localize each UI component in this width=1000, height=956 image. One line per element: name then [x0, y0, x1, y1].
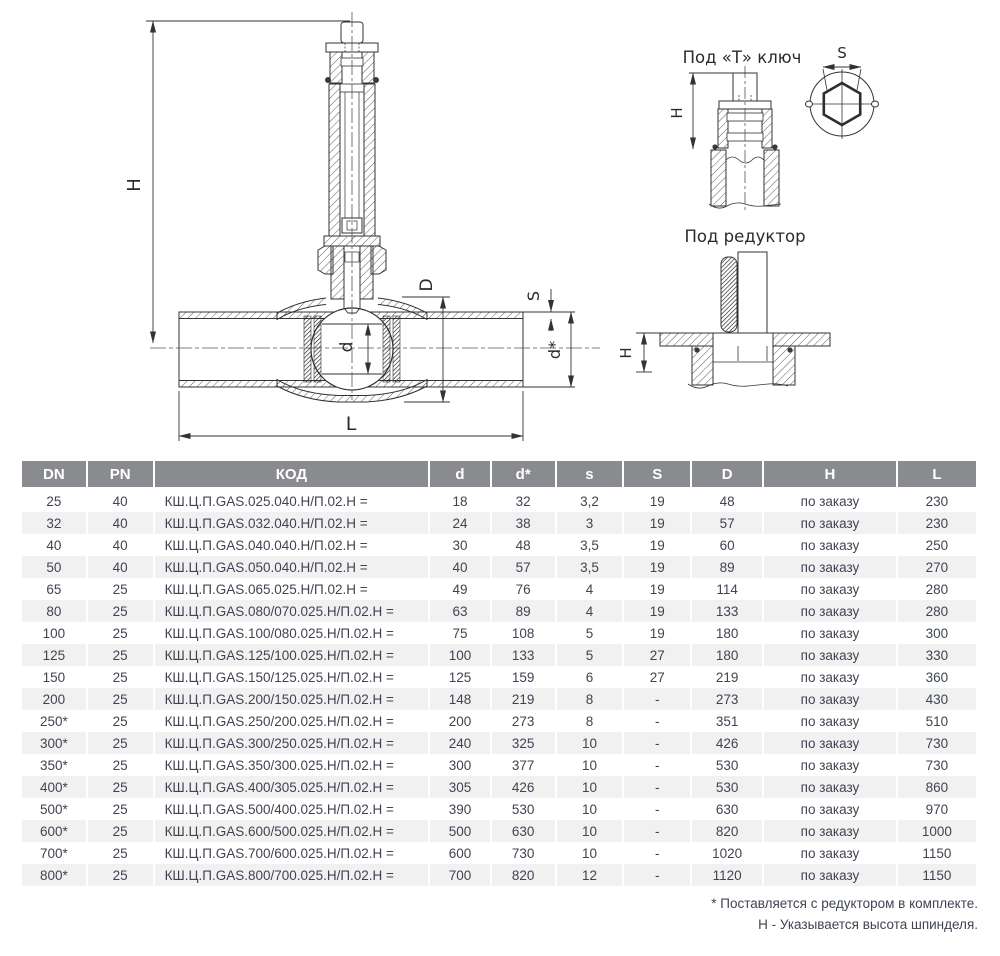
table-cell: - [655, 801, 660, 817]
table-cell: 1020 [712, 845, 743, 861]
table-cell: 280 [898, 600, 976, 622]
table-cell: 12 [557, 864, 623, 886]
footnotes [711, 894, 978, 936]
table-cell: КШ.Ц.П.GAS.350/300.025.Н/П.02.Н = [164, 757, 394, 773]
dimensions-table-wrap [20, 461, 978, 886]
table-cell: 200 [22, 688, 86, 710]
table-cell: по заказу [800, 581, 860, 597]
table-cell: КШ.Ц.П.GAS.032.040.Н/П.02.Н = [155, 512, 429, 534]
table-cell: - [655, 845, 660, 861]
dim-label-S: S [524, 290, 543, 302]
table-cell: 25 [112, 713, 128, 729]
table-cell: по заказу [764, 556, 896, 578]
table-row [22, 644, 976, 666]
table-cell: 820 [692, 820, 762, 842]
table-cell: 430 [898, 688, 976, 710]
table-cell: 360 [925, 669, 949, 685]
table-cell: 148 [430, 688, 490, 710]
table-cell: 510 [925, 713, 949, 729]
table-cell: 133 [492, 644, 555, 666]
table-cell: 426 [692, 732, 762, 754]
table-cell: 40 [46, 537, 62, 553]
header-dn: DN [22, 461, 86, 490]
header-d-star: d* [492, 461, 555, 490]
table-cell: 50 [22, 556, 86, 578]
footnote-reducer: * Поставляется с редуктором в комплекте. [711, 896, 978, 911]
table-cell: - [624, 820, 690, 842]
table-cell: 30 [452, 537, 468, 553]
table-cell: 75 [452, 625, 468, 641]
table-cell: 200 [448, 713, 472, 729]
table-cell: 530 [715, 757, 739, 773]
table-cell: 273 [511, 713, 535, 729]
table-cell: 530 [511, 801, 535, 817]
table-cell: 133 [692, 600, 762, 622]
table-cell: 40 [88, 556, 153, 578]
table-cell: 40 [112, 493, 128, 509]
table-cell: КШ.Ц.П.GAS.065.025.Н/П.02.Н = [164, 581, 368, 597]
table-cell: 27 [624, 644, 690, 666]
main-valve-section [150, 12, 600, 402]
header-H: H [764, 461, 896, 490]
table-cell: 10 [557, 776, 623, 798]
table-cell: 180 [715, 625, 739, 641]
table-cell: 250* [39, 713, 68, 729]
table-cell: 6 [585, 669, 594, 685]
table-cell: 273 [692, 688, 762, 710]
table-cell: 180 [692, 644, 762, 666]
table-row [22, 556, 976, 578]
table-cell: по заказу [764, 644, 896, 666]
dim-label-L: L [345, 413, 357, 435]
dim-label-d-star: d* [545, 340, 564, 360]
table-row [22, 490, 976, 512]
table-cell: 280 [925, 581, 949, 597]
detail-reducer-section [636, 252, 830, 388]
table-cell: 630 [715, 801, 739, 817]
table-cell: 5 [557, 644, 623, 666]
table-cell: 730 [925, 757, 949, 773]
table-cell: 100 [430, 644, 490, 666]
table-cell: 730 [511, 845, 535, 861]
table-header-row [22, 461, 976, 490]
table-row [22, 512, 976, 534]
table-cell: 3,5 [557, 556, 623, 578]
table-cell: 1150 [898, 864, 976, 886]
table-cell: 400* [22, 776, 86, 798]
table-cell: 49 [452, 581, 468, 597]
table-cell: 8 [585, 713, 594, 729]
table-cell: КШ.Ц.П.GAS.100/080.025.Н/П.02.Н = [164, 625, 394, 641]
table-cell: КШ.Ц.П.GAS.050.040.Н/П.02.Н = [155, 556, 429, 578]
header-D: D [692, 461, 762, 490]
table-cell: 630 [492, 820, 555, 842]
table-cell: - [655, 713, 660, 729]
table-cell: 230 [925, 493, 949, 509]
table-row [22, 688, 976, 710]
table-cell: 32 [515, 493, 531, 509]
table-cell: 4 [557, 600, 623, 622]
table-cell: по заказу [764, 600, 896, 622]
table-cell: 25 [112, 669, 128, 685]
table-cell: 500* [39, 801, 68, 817]
table-cell: 800* [22, 864, 86, 886]
detail-reducer-dim-H: H [617, 347, 635, 359]
table-cell: 250 [925, 537, 949, 553]
table-cell: 4 [585, 581, 594, 597]
table-cell: 730 [898, 732, 976, 754]
table-cell: 1000 [898, 820, 976, 842]
table-cell: КШ.Ц.П.GAS.150/125.025.Н/П.02.Н = [164, 669, 394, 685]
table-cell: по заказу [800, 757, 860, 773]
table-cell: 159 [511, 669, 535, 685]
header-code: КОД [155, 461, 429, 490]
table-cell: по заказу [800, 669, 860, 685]
table-cell: 390 [448, 801, 472, 817]
table-cell: по заказу [764, 732, 896, 754]
table-cell: по заказу [800, 625, 860, 641]
table-cell: 3,5 [580, 537, 599, 553]
table-row [22, 864, 976, 886]
detail-t-key-title: Под «Т» ключ [682, 48, 802, 67]
header-s-small: s [557, 461, 623, 490]
header-s-big: S [624, 461, 690, 490]
table-cell: 25 [112, 801, 128, 817]
table-cell: по заказу [764, 820, 896, 842]
header-d: d [430, 461, 490, 490]
table-cell: - [624, 864, 690, 886]
table-cell: 860 [898, 776, 976, 798]
table-cell: по заказу [800, 537, 860, 553]
table-cell: КШ.Ц.П.GAS.500/400.025.Н/П.02.Н = [164, 801, 394, 817]
table-cell: 351 [715, 713, 739, 729]
table-cell: 5 [585, 625, 594, 641]
detail-t-key-top-view [806, 67, 879, 139]
table-cell: 25 [88, 776, 153, 798]
table-cell: 700* [39, 845, 68, 861]
table-cell: 3,2 [580, 493, 599, 509]
table-cell: 10 [557, 820, 623, 842]
table-row [22, 732, 976, 754]
table-cell: 80 [22, 600, 86, 622]
table-cell: 25 [88, 820, 153, 842]
table-cell: 40 [88, 512, 153, 534]
table-cell: 63 [430, 600, 490, 622]
table-cell: 230 [898, 512, 976, 534]
table-cell: 125 [22, 644, 86, 666]
table-row [22, 578, 976, 600]
table-cell: 270 [898, 556, 976, 578]
dim-label-d: d [337, 341, 357, 353]
table-cell: КШ.Ц.П.GAS.250/200.025.Н/П.02.Н = [164, 713, 394, 729]
table-cell: 10 [557, 732, 623, 754]
table-cell: 700 [430, 864, 490, 886]
table-row [22, 534, 976, 556]
technical-drawing [0, 0, 1000, 458]
table-cell: КШ.Ц.П.GAS.125/100.025.Н/П.02.Н = [155, 644, 429, 666]
footnote-spindle: Н - Указывается высота шпинделя. [758, 916, 978, 932]
table-cell: 76 [515, 581, 531, 597]
table-cell: 19 [624, 512, 690, 534]
dim-label-D: D [417, 278, 437, 292]
table-cell: 19 [649, 625, 665, 641]
table-cell: 24 [430, 512, 490, 534]
table-cell: 1120 [692, 864, 762, 886]
table-cell: КШ.Ц.П.GAS.080/070.025.Н/П.02.Н = [155, 600, 429, 622]
table-row [22, 820, 976, 842]
table-cell: 48 [719, 493, 735, 509]
table-cell: 426 [492, 776, 555, 798]
table-cell: 65 [46, 581, 62, 597]
table-cell: 10 [581, 845, 597, 861]
table-cell: по заказу [800, 713, 860, 729]
table-cell: 600* [22, 820, 86, 842]
table-cell: 19 [649, 493, 665, 509]
detail-t-key-dim-S: S [837, 44, 847, 62]
table-cell: 19 [624, 556, 690, 578]
table-cell: 330 [898, 644, 976, 666]
table-cell: по заказу [800, 801, 860, 817]
table-cell: 8 [557, 688, 623, 710]
table-cell: 100 [42, 625, 66, 641]
table-cell: 18 [452, 493, 468, 509]
table-cell: 600 [448, 845, 472, 861]
table-cell: 40 [112, 537, 128, 553]
table-row [22, 622, 976, 644]
table-row [22, 600, 976, 622]
table-cell: КШ.Ц.П.GAS.800/700.025.Н/П.02.Н = [155, 864, 429, 886]
detail-t-key-dim-H: H [668, 107, 686, 119]
table-cell: 108 [511, 625, 535, 641]
table-cell: КШ.Ц.П.GAS.400/305.025.Н/П.02.Н = [155, 776, 429, 798]
table-cell: 57 [692, 512, 762, 534]
table-cell: 19 [624, 600, 690, 622]
table-cell: КШ.Ц.П.GAS.025.040.Н/П.02.Н = [164, 493, 368, 509]
table-cell: 150 [42, 669, 66, 685]
table-cell: 125 [448, 669, 472, 685]
table-cell: 25 [88, 688, 153, 710]
table-cell: по заказу [764, 864, 896, 886]
table-cell: 114 [716, 581, 738, 597]
table-cell: КШ.Ц.П.GAS.040.040.Н/П.02.Н = [164, 537, 368, 553]
table-cell: 300* [22, 732, 86, 754]
table-cell: 40 [430, 556, 490, 578]
table-row [22, 842, 976, 864]
table-cell: 25 [112, 625, 128, 641]
table-cell: 300 [448, 757, 472, 773]
table-body [22, 490, 976, 886]
table-cell: 25 [88, 644, 153, 666]
table-row [22, 710, 976, 732]
table-cell: 500 [430, 820, 490, 842]
table-cell: 240 [430, 732, 490, 754]
table-cell: 10 [581, 757, 597, 773]
table-cell: по заказу [764, 512, 896, 534]
table-cell: 300 [925, 625, 949, 641]
table-row [22, 798, 976, 820]
table-cell: 325 [492, 732, 555, 754]
table-cell: 48 [515, 537, 531, 553]
table-cell: по заказу [800, 845, 860, 861]
table-cell: - [655, 757, 660, 773]
table-cell: КШ.Ц.П.GAS.600/500.025.Н/П.02.Н = [155, 820, 429, 842]
table-cell: КШ.Ц.П.GAS.200/150.025.Н/П.02.Н = [155, 688, 429, 710]
table-cell: 970 [925, 801, 949, 817]
table-cell: КШ.Ц.П.GAS.700/600.025.Н/П.02.Н = [164, 845, 394, 861]
table-cell: 25 [112, 757, 128, 773]
table-cell: КШ.Ц.П.GAS.300/250.025.Н/П.02.Н = [155, 732, 429, 754]
table-cell: 57 [492, 556, 555, 578]
table-cell: 25 [112, 845, 128, 861]
table-row [22, 754, 976, 776]
table-cell: 25 [46, 493, 62, 509]
table-cell: 32 [22, 512, 86, 534]
detail-reducer-title: Под редуктор [684, 227, 806, 246]
table-cell: 89 [492, 600, 555, 622]
table-cell: 219 [715, 669, 739, 685]
table-cell: 19 [649, 537, 665, 553]
header-L: L [898, 461, 976, 490]
table-cell: 25 [88, 600, 153, 622]
table-cell: 25 [112, 581, 128, 597]
detail-t-key-section [689, 66, 781, 212]
table-cell: по заказу [764, 688, 896, 710]
table-cell: 305 [430, 776, 490, 798]
table-cell: по заказу [764, 776, 896, 798]
table-cell: - [624, 776, 690, 798]
table-cell: 1150 [922, 845, 952, 861]
table-cell: 19 [649, 581, 665, 597]
dim-label-H: H [124, 178, 145, 192]
table-cell: 219 [492, 688, 555, 710]
table-cell: 377 [511, 757, 535, 773]
table-cell: 10 [581, 801, 597, 817]
table-cell: 25 [88, 732, 153, 754]
table-cell: - [624, 688, 690, 710]
table-cell: 89 [692, 556, 762, 578]
dimensions-table [20, 461, 978, 886]
table-cell: 25 [88, 864, 153, 886]
table-cell: 530 [692, 776, 762, 798]
table-row [22, 776, 976, 798]
table-row [22, 666, 976, 688]
table-cell: 3 [557, 512, 623, 534]
table-cell: - [624, 732, 690, 754]
table-cell: 820 [492, 864, 555, 886]
header-pn: PN [88, 461, 153, 490]
table-cell: 38 [492, 512, 555, 534]
table-cell: 27 [649, 669, 665, 685]
table-cell: 350* [39, 757, 68, 773]
table-cell: по заказу [800, 493, 860, 509]
table-cell: 60 [719, 537, 735, 553]
